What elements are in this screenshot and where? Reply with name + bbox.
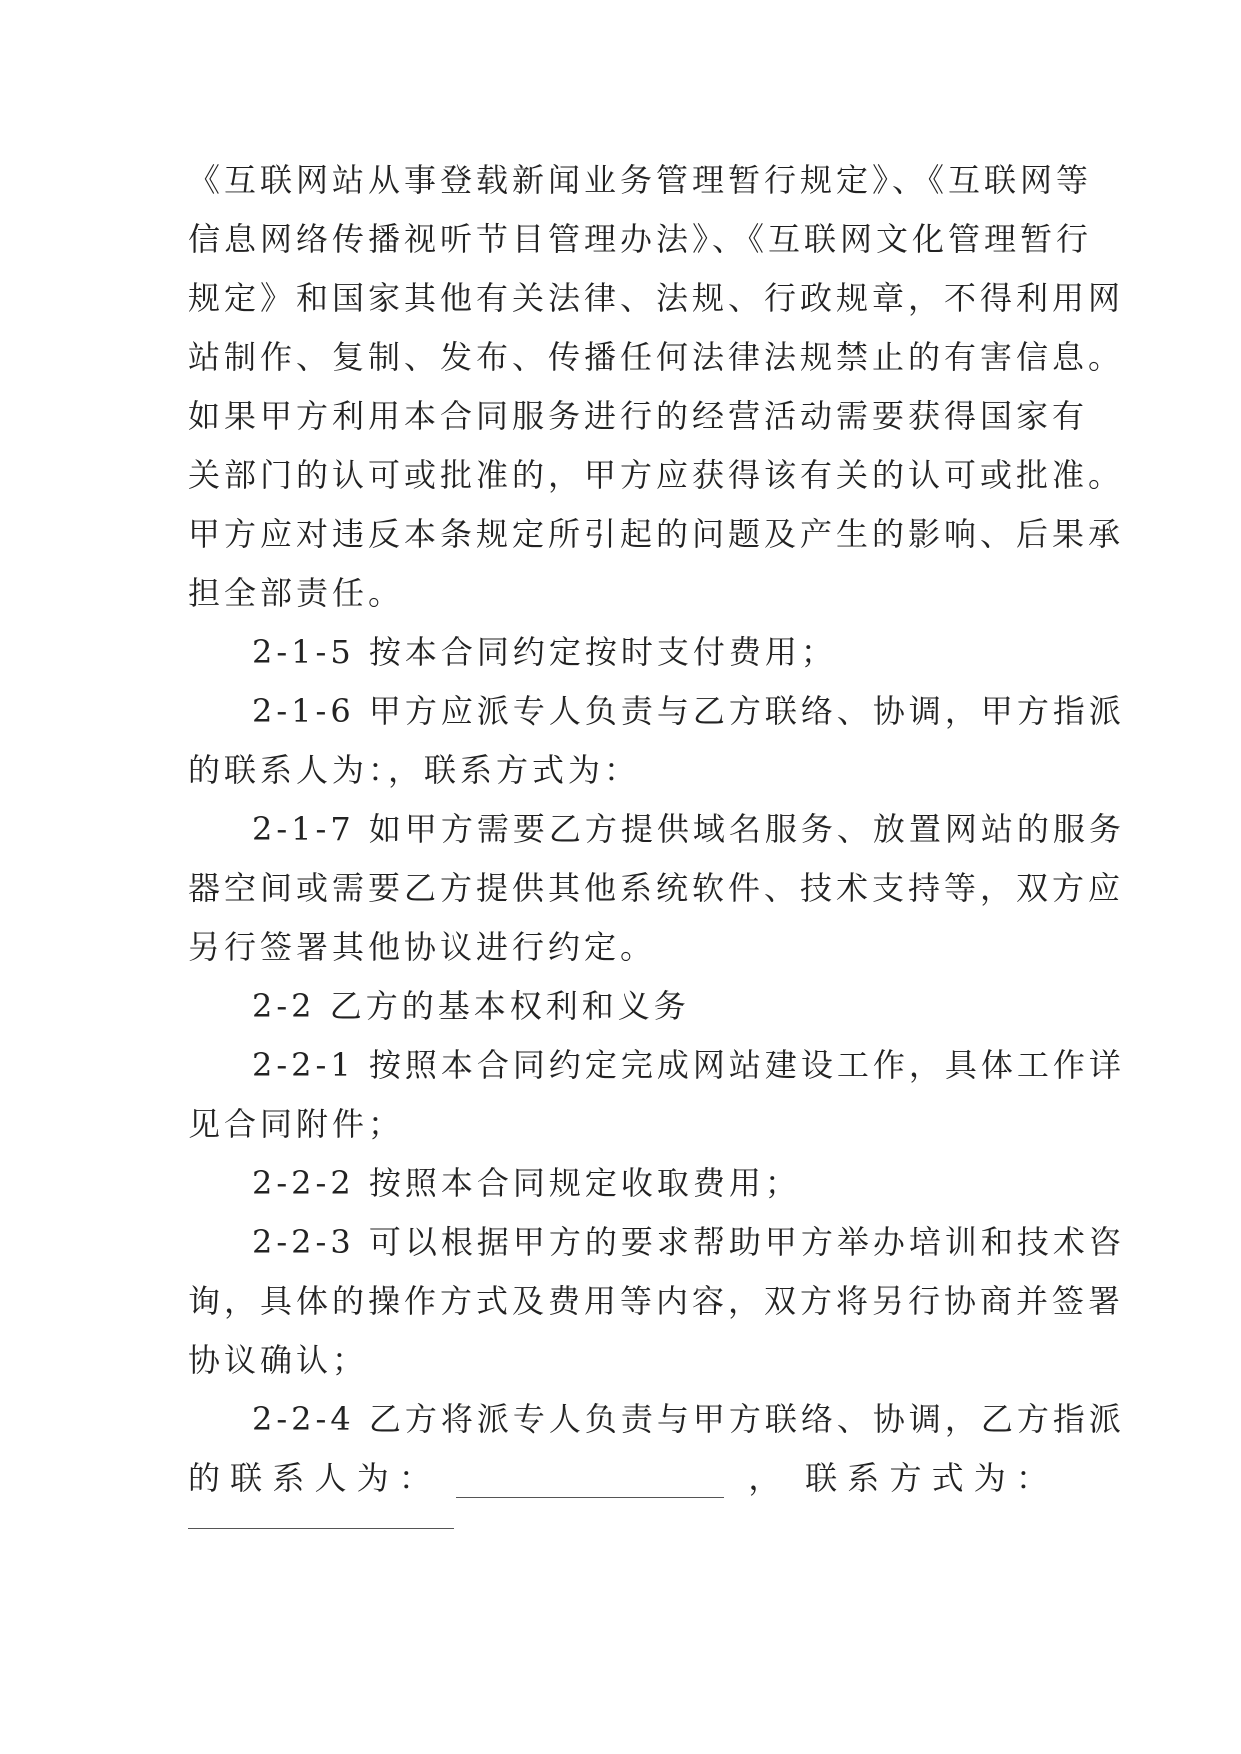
clause-2-1-5: 2-1-5 按本合同约定按时支付费用； bbox=[252, 633, 837, 671]
text-line: 另行签署其他协议进行约定。 bbox=[188, 928, 657, 966]
clause-2-2-3: 2-2-3 可以根据甲方的要求帮助甲方举办培训和技术咨 bbox=[252, 1223, 1125, 1261]
text-line: 关部门的认可或批准的，甲方应获得该有关的认可或批准。 bbox=[188, 456, 1125, 494]
text-line: 《互联网站从事登载新闻业务管理暂行规定》、《互联网等 bbox=[188, 161, 1093, 199]
text-line: 如果甲方利用本合同服务进行的经营活动需要获得国家有 bbox=[188, 397, 1089, 435]
contact-method-blank bbox=[188, 1528, 454, 1529]
text-line: 见合同附件； bbox=[188, 1105, 405, 1143]
comma-separator: ， bbox=[748, 1459, 781, 1497]
text-line: 担全部责任。 bbox=[188, 574, 405, 612]
text-line: 器空间或需要乙方提供其他系统软件、技术支持等，双方应 bbox=[188, 869, 1125, 907]
text-line: 甲方应对违反本条规定所引起的问题及产生的影响、后果承 bbox=[188, 515, 1125, 553]
section-heading-2-2: 2-2 乙方的基本权利和义务 bbox=[252, 987, 690, 1025]
text-line: 的联系人为：，联系方式为： bbox=[188, 751, 641, 789]
text-line: 规定》和国家其他有关法律、法规、行政规章，不得利用网 bbox=[188, 279, 1125, 317]
text-line: 站制作、复制、发布、传播任何法律法规禁止的有害信息。 bbox=[188, 338, 1125, 376]
clause-2-2-2: 2-2-2 按照本合同规定收取费用； bbox=[252, 1164, 801, 1202]
text-line: 信息网络传播视听节目管理办法》、《互联网文化管理暂行 bbox=[188, 220, 1093, 258]
clause-2-1-6: 2-1-6 甲方应派专人负责与乙方联络、协调，甲方指派 bbox=[252, 692, 1125, 730]
contact-person-blank bbox=[456, 1469, 724, 1498]
contact-line bbox=[188, 1458, 1048, 1498]
contact-method-label: 联 系 方 式 为 ： bbox=[805, 1459, 1048, 1497]
clause-2-2-1: 2-2-1 按照本合同约定完成网站建设工作，具体工作详 bbox=[252, 1046, 1125, 1084]
clause-2-1-7: 2-1-7 如甲方需要乙方提供域名服务、放置网站的服务 bbox=[252, 810, 1125, 848]
text-line: 询，具体的操作方式及费用等内容，双方将另行协商并签署 bbox=[188, 1282, 1125, 1320]
document-body bbox=[188, 160, 1125, 1529]
clause-2-2-4: 2-2-4 乙方将派专人负责与甲方联络、协调，乙方指派 bbox=[252, 1400, 1125, 1438]
text-line: 协议确认； bbox=[188, 1341, 369, 1379]
contact-person-label: 的 联 系 人 为 ： bbox=[188, 1459, 431, 1497]
